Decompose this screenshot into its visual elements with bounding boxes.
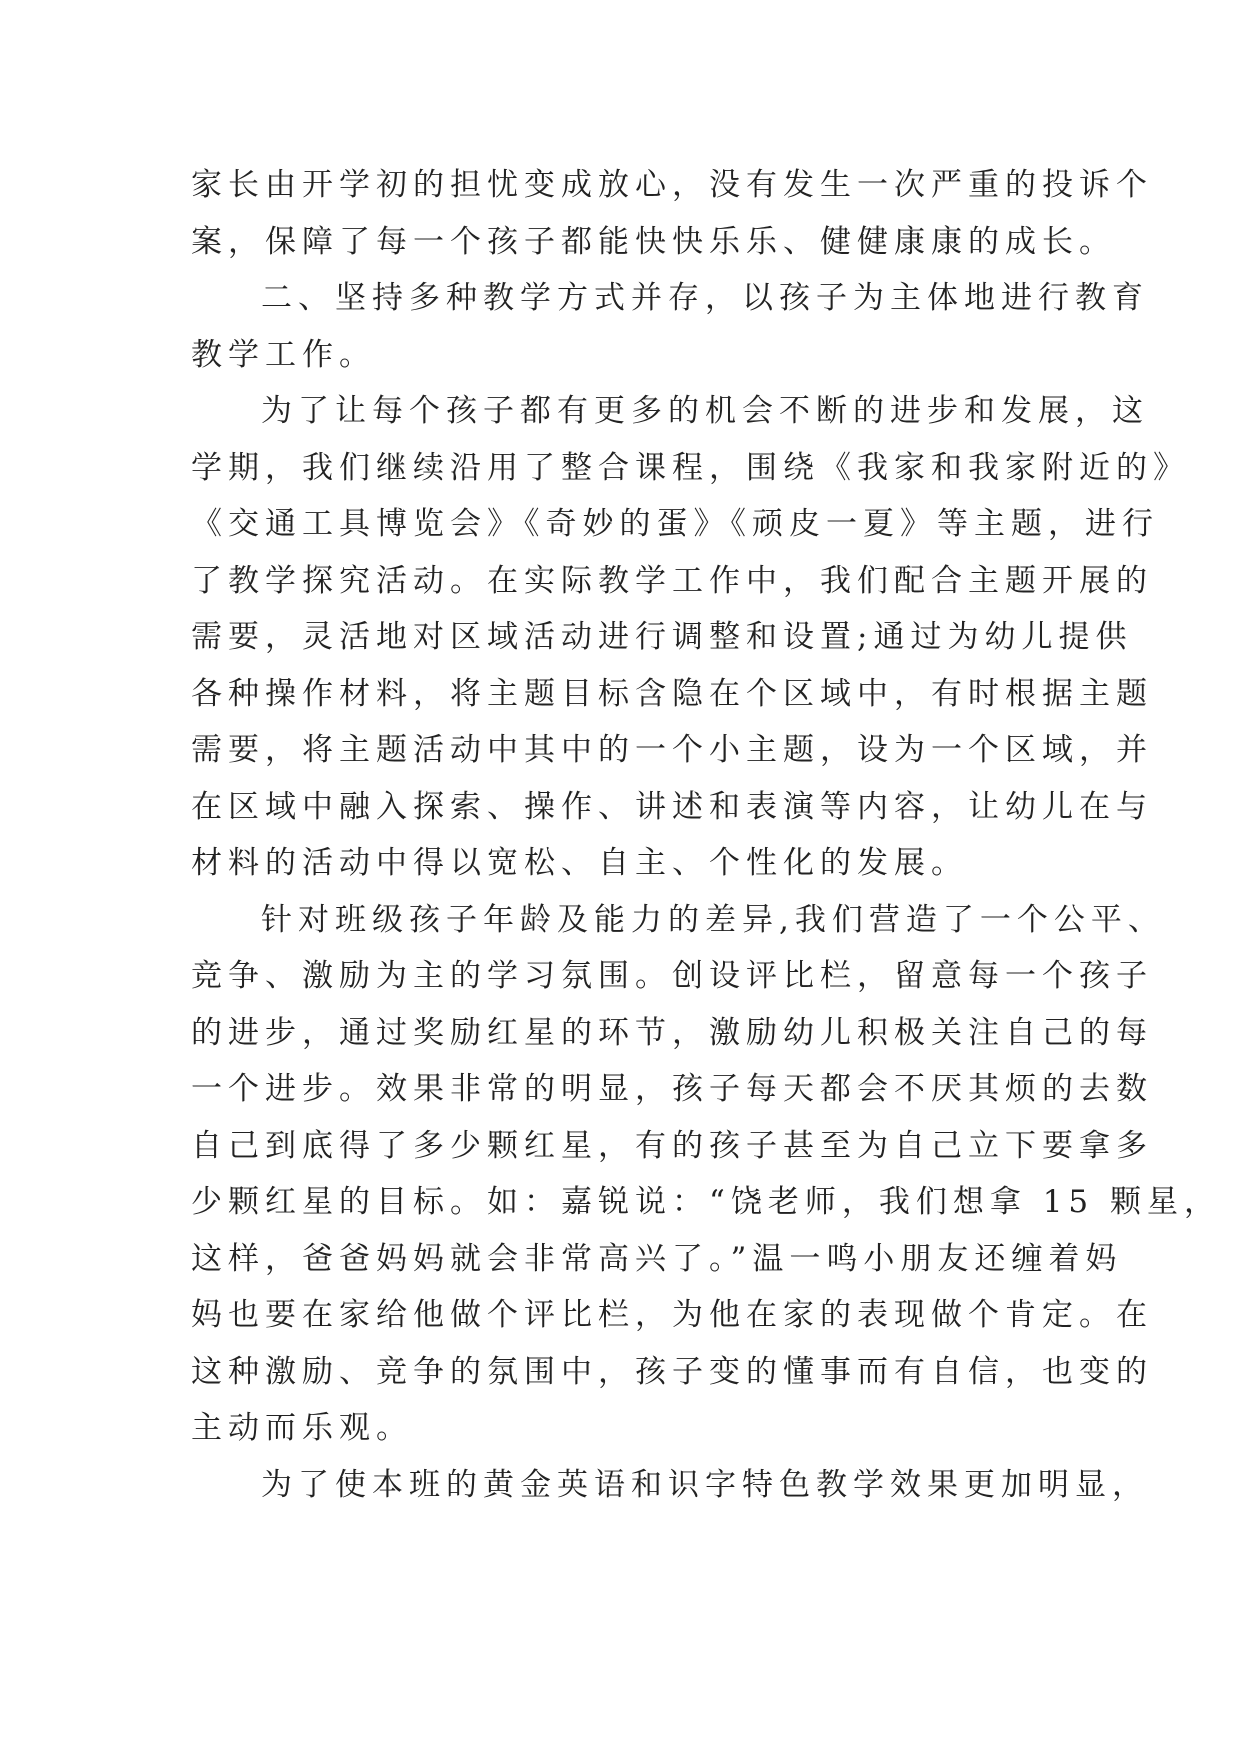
text-line: 材料的活动中得以宽松、自主、个性化的发展。 (191, 845, 968, 881)
text-line: 竞争、激励为主的学习氛围。创设评比栏，留意每一个孩子 (191, 958, 1153, 994)
text-line: 少颗红星的目标。如：嘉锐说：“饶老师，我们想拿 15 颗星， (191, 1184, 1221, 1220)
text-line: 一个进步。效果非常的明显，孩子每天都会不厌其烦的去数 (191, 1071, 1153, 1107)
section-heading-continuation: 教学工作。 (191, 336, 376, 373)
text-line: 为了让每个孩子都有更多的机会不断的进步和发展，这 (261, 393, 1149, 429)
text-line: 各种操作材料，将主题目标含隐在个区域中，有时根据主题 (191, 675, 1153, 712)
text-line: 学期，我们继续沿用了整合课程，围绕《我家和我家附近的》 (191, 449, 1190, 486)
section-heading: 二、坚持多种教学方式并存，以孩子为主体地进行教育 (261, 280, 1149, 316)
text-line: 需要，将主题活动中其中的一个小主题，设为一个区域，并 (191, 732, 1153, 768)
text-line: 妈也要在家给他做个评比栏，为他在家的表现做个肯定。在 (191, 1297, 1153, 1333)
body-text (191, 157, 1221, 1513)
text-line: 这样，爸爸妈妈就会非常高兴了。”温一鸣小朋友还缠着妈 (191, 1240, 1123, 1277)
text-line: 主动而乐观。 (191, 1410, 413, 1446)
text-line: 自己到底得了多少颗红星，有的孩子甚至为自己立下要拿多 (191, 1127, 1153, 1164)
text-line: 《交通工具博览会》《奇妙的蛋》《顽皮一夏》等主题，进行 (191, 506, 1159, 542)
text-line: 在区域中融入探索、操作、讲述和表演等内容，让幼儿在与 (191, 788, 1153, 825)
text-line: 需要，灵活地对区域活动进行调整和设置;通过为幼儿提供 (191, 619, 1133, 655)
text-line: 的进步，通过奖励红星的环节，激励幼儿积极关注自己的每 (191, 1014, 1153, 1051)
text-line: 为了使本班的黄金英语和识字特色教学效果更加明显， (261, 1466, 1149, 1503)
text-line: 这种激励、竞争的氛围中，孩子变的懂事而有自信，也变的 (191, 1353, 1153, 1390)
text-line: 了教学探究活动。在实际教学工作中，我们配合主题开展的 (191, 562, 1153, 599)
text-line: 家长由开学初的担忧变成放心，没有发生一次严重的投诉个 (191, 167, 1153, 203)
text-line: 针对班级孩子年龄及能力的差异,我们营造了一个公平、 (261, 901, 1165, 938)
text-line: 案，保障了每一个孩子都能快快乐乐、健健康康的成长。 (191, 223, 1116, 260)
